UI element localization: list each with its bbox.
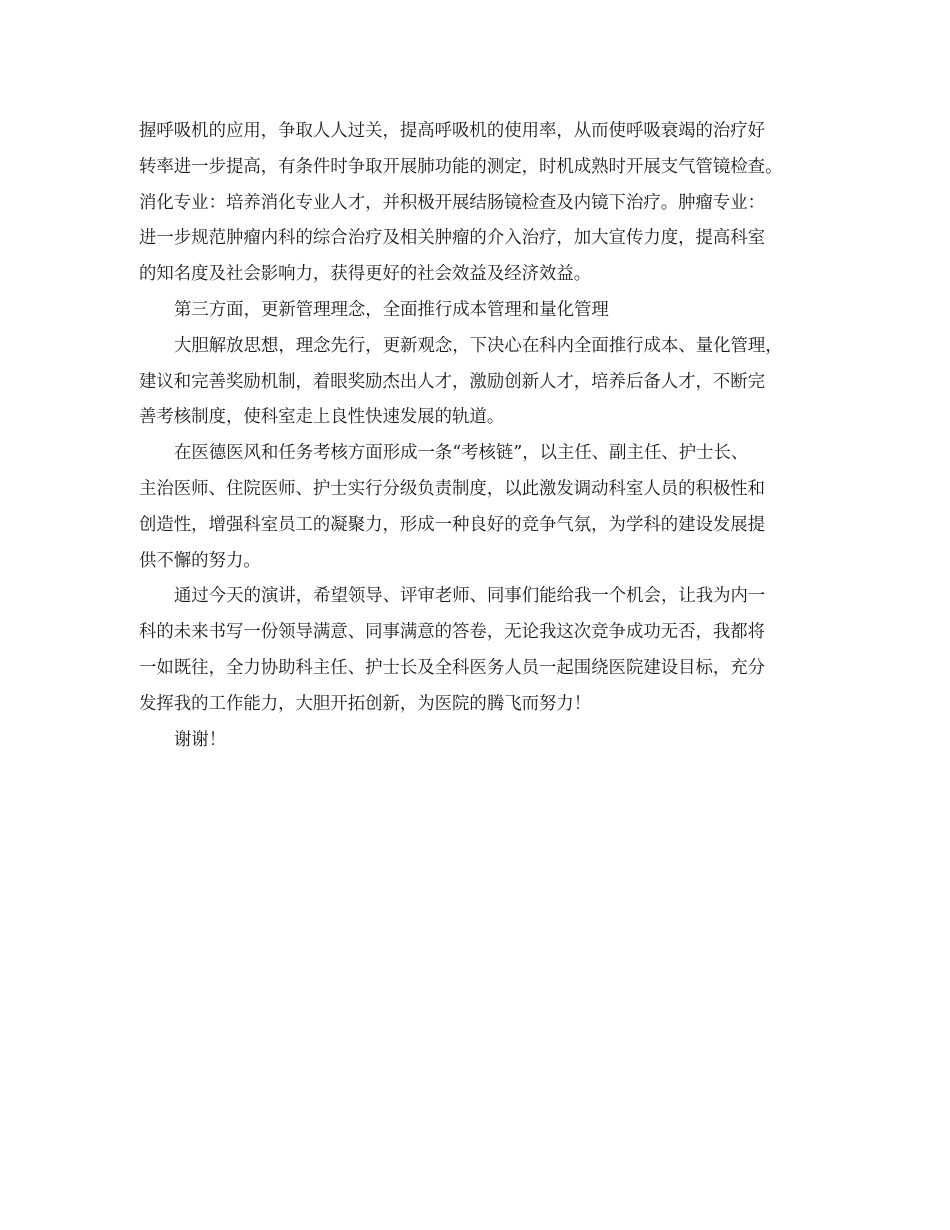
text-line: 建议和完善奖励机制，着眼奖励杰出人才，激励创新人才，培养后备人才，不断完	[139, 371, 766, 392]
text-line: 一如既往，全力协助科主任、护士长及全科医务人员一起围绕医院建设目标，充分	[139, 657, 766, 678]
text-line: 创造性，增强科室员工的凝聚力，形成一种良好的竞争气氛，为学科的建设发展提	[139, 514, 766, 535]
text-line: 转率进一步提高，有条件时争取开展肺功能的测定，时机成熟时开展支气管镜检查。	[139, 156, 783, 177]
text-line: 科的未来书写一份领导满意、同事满意的答卷，无论我这次竞争成功无否，我都将	[139, 622, 766, 643]
paragraph-start: 大胆解放思想，理念先行，更新观念，下决心在科内全面推行成本、量化管理，	[174, 335, 783, 356]
text-line: 发挥我的工作能力，大胆开拓创新，为医院的腾飞而努力！	[139, 693, 592, 714]
closing-line: 谢谢！	[174, 729, 227, 750]
text-line: 供不懈的努力。	[139, 550, 261, 571]
section-heading: 第三方面，更新管理理念，全面推行成本管理和量化管理	[174, 299, 609, 320]
paragraph-start: 在医德医风和任务考核方面形成一条“考核链”，以主任、副主任、护士长、	[174, 443, 749, 464]
text-line: 进一步规范肿瘤内科的综合治疗及相关肿瘤的介入治疗，加大宣传力度，提高科室	[139, 228, 766, 249]
text-line: 主治医师、住院医师、护士实行分级负责制度，以此激发调动科室人员的积极性和	[139, 478, 766, 499]
body-text	[139, 114, 829, 758]
text-line: 善考核制度，使科室走上良性快速发展的轨道。	[139, 407, 505, 428]
paragraph-start: 通过今天的演讲，希望领导、评审老师、同事们能给我一个机会，让我为内一	[174, 586, 766, 607]
text-line: 握呼吸机的应用，争取人人过关，提高呼吸机的使用率，从而使呼吸衰竭的治疗好	[139, 121, 766, 141]
text-line: 的知名度及社会影响力，获得更好的社会效益及经济效益。	[139, 264, 592, 285]
text-line: 消化专业：培养消化专业人才，并积极开展结肠镜检查及内镜下治疗。肿瘤专业：	[139, 192, 766, 213]
